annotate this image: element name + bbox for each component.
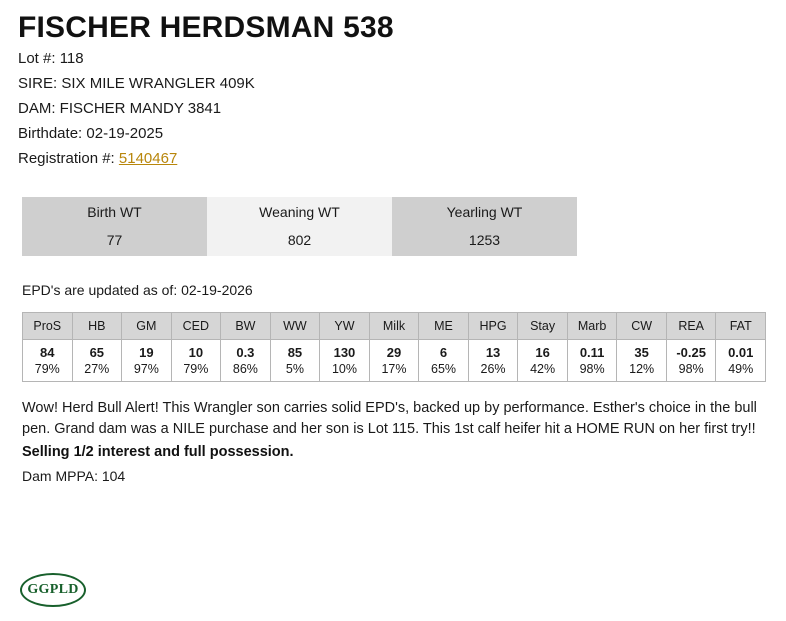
epd-cell-gm [122, 340, 172, 382]
detail-label-birthdate: Birthdate: [18, 125, 83, 142]
epd-header-cw: CW [617, 313, 667, 340]
epd-header-ced: CED [171, 313, 221, 340]
epd-updated-text: EPD's are updated as of: 02-19-2026 [22, 282, 253, 298]
detail-label-registration: Registration #: [18, 150, 115, 167]
weights-header-yearling: Yearling WT [392, 197, 577, 226]
dam-mppa: Dam MPPA: 104 [22, 468, 126, 484]
epd-header-yw: YW [320, 313, 370, 340]
epd-accuracy-hb: 27% [84, 362, 110, 376]
epd-value-me: 6 [439, 345, 448, 360]
epd-accuracy-me: 65% [431, 362, 457, 376]
detail-value-lot: 118 [59, 50, 84, 67]
weights-value-yearling: 1253 [392, 226, 577, 256]
epd-accuracy-cw: 12% [629, 362, 655, 376]
weights-value-row [22, 226, 577, 256]
page-title: FISCHER HERDSMAN 538 [18, 11, 394, 44]
epd-accuracy-marb: 98% [579, 362, 605, 376]
epd-cell-ww [270, 340, 320, 382]
weights-header-weaning: Weaning WT [207, 197, 392, 226]
detail-label-lot: Lot #: [18, 50, 56, 67]
epd-cell-fat [716, 340, 766, 382]
detail-line-sire [18, 71, 786, 96]
weights-header-birth: Birth WT [22, 197, 207, 226]
epd-header-gm: GM [122, 313, 172, 340]
epd-accuracy-rea: 98% [678, 362, 704, 376]
epd-accuracy-ced: 79% [183, 362, 209, 376]
epd-accuracy-ww: 5% [285, 362, 304, 376]
epd-header-ww: WW [270, 313, 320, 340]
epd-header-rea: REA [666, 313, 716, 340]
epd-cell-hb [72, 340, 122, 382]
epd-value-gm: 19 [139, 345, 154, 360]
ggpld-logo [20, 573, 86, 607]
epd-cell-pros [23, 340, 73, 382]
weights-value-weaning: 802 [207, 226, 392, 256]
selling-terms: Selling 1/2 interest and full possession. [22, 444, 294, 460]
epd-accuracy-fat: 49% [728, 362, 754, 376]
logo-text: GGPLD [27, 582, 79, 597]
epd-cell-hpg [468, 340, 518, 382]
epd-value-marb: 0.11 [579, 345, 605, 360]
epd-header-stay: Stay [518, 313, 568, 340]
epd-header-row [23, 313, 766, 340]
epd-value-fat: 0.01 [728, 345, 754, 360]
epd-header-me: ME [419, 313, 469, 340]
epd-header-hpg: HPG [468, 313, 518, 340]
epd-header-pros: ProS [23, 313, 73, 340]
epd-cell-yw [320, 340, 370, 382]
epd-accuracy-stay: 42% [530, 362, 556, 376]
epd-header-fat: FAT [716, 313, 766, 340]
epd-header-marb: Marb [567, 313, 617, 340]
epd-accuracy-bw: 86% [232, 362, 258, 376]
epd-cell-me [419, 340, 469, 382]
epd-accuracy-milk: 17% [381, 362, 407, 376]
epd-cell-ced [171, 340, 221, 382]
epd-header-hb: HB [72, 313, 122, 340]
epd-accuracy-hpg: 26% [480, 362, 506, 376]
epd-value-pros: 84 [40, 345, 55, 360]
epd-cell-bw [221, 340, 271, 382]
detail-label-dam: DAM: [18, 100, 56, 117]
logo-oval-shape [20, 573, 86, 607]
epd-value-hb: 65 [89, 345, 105, 360]
epd-cell-stay [518, 340, 568, 382]
detail-label-sire: SIRE: [18, 75, 58, 92]
epd-accuracy-yw: 10% [331, 362, 357, 376]
epd-header-milk: Milk [369, 313, 419, 340]
animal-details [18, 46, 786, 171]
detail-line-registration [18, 146, 786, 171]
epd-value-milk: 29 [386, 345, 402, 360]
epd-cell-cw [617, 340, 667, 382]
epd-cell-rea [666, 340, 716, 382]
epd-value-row [23, 340, 766, 382]
epd-value-rea: -0.25 [676, 345, 706, 360]
detail-line-dam [18, 96, 786, 121]
description-paragraph: Wow! Herd Bull Alert! This Wrangler son carries solid EPD's, backed up by performance. Esther's choice in the bull pen. Grand dam was a NILE purchase and her son is Lot 115. This 1st calf heifer hit a HOME RUN on her first try!! [22, 400, 757, 437]
epd-accuracy-pros: 79% [34, 362, 60, 376]
epd-value-ced: 10 [188, 345, 204, 360]
epd-value-yw: 130 [333, 345, 356, 360]
detail-value-birthdate: 02-19-2025 [86, 125, 164, 142]
epd-value-stay: 16 [535, 345, 550, 360]
epd-cell-milk [369, 340, 419, 382]
detail-value-dam: FISCHER MANDY 3841 [59, 100, 222, 117]
epd-value-hpg: 13 [485, 345, 501, 360]
epd-value-ww: 85 [287, 345, 303, 360]
weights-header-row [22, 197, 577, 226]
epd-header-bw: BW [221, 313, 271, 340]
epd-cell-marb [567, 340, 617, 382]
detail-line-lot [18, 46, 786, 71]
lot-detail-page [0, 10, 786, 621]
epd-table [22, 312, 766, 382]
epd-accuracy-gm: 97% [133, 362, 159, 376]
weights-value-birth: 77 [22, 226, 207, 256]
weights-table [22, 197, 577, 256]
epd-value-cw: 35 [634, 345, 649, 360]
detail-value-sire: SIX MILE WRANGLER 409K [61, 75, 255, 92]
epd-value-bw: 0.3 [236, 345, 255, 360]
registration-number-link[interactable]: 5140467 [118, 150, 178, 167]
detail-line-birthdate [18, 121, 786, 146]
